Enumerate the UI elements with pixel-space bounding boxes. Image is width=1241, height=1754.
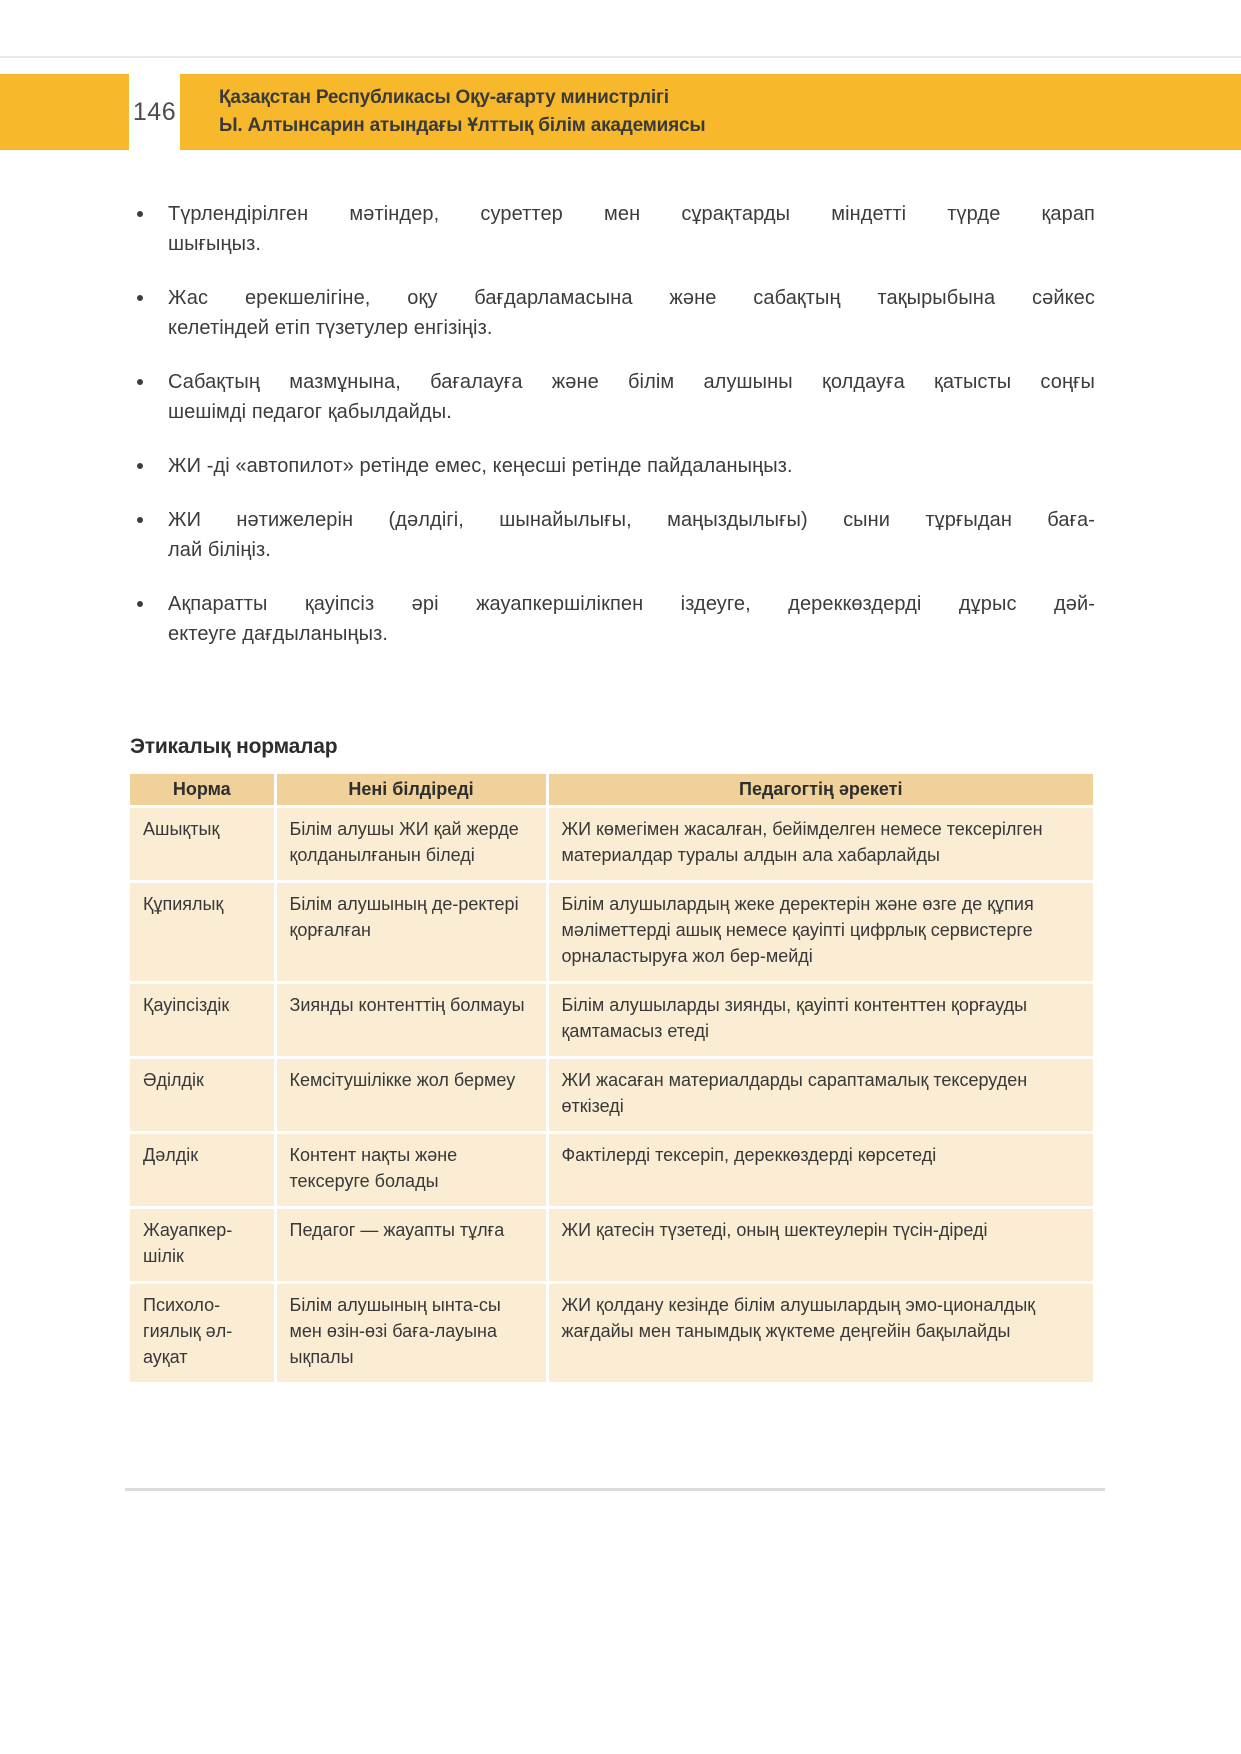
ethics-section: [130, 735, 1093, 1382]
table-row: [130, 882, 1093, 983]
bullet-icon: [137, 601, 143, 607]
bullet-text: [168, 199, 1095, 259]
bullet-line: Түрлендірілген мәтіндер, суреттер мен сұрақтарды міндетті түрде қарап: [168, 203, 1095, 225]
column-header-norm: Норма: [130, 774, 275, 807]
list-item: [133, 505, 1095, 565]
table-row: [130, 1058, 1093, 1133]
bullet-text: [168, 451, 1095, 481]
bullet-text: [168, 505, 1095, 565]
meaning-cell: Білім алушының ынта-сы мен өзін-өзі баға-лауына ықпалы: [275, 1283, 547, 1383]
action-cell: ЖИ жасаған материалдарды сараптамалық тексеруден өткізеді: [547, 1058, 1093, 1133]
section-title: Этикалық нормалар: [130, 735, 338, 758]
bullet-line: ЖИ нәтижелерін (дәлдігі, шынайылығы, маңыздылығы) сыни тұрғыдан баға-: [168, 509, 1095, 531]
bullet-line: Жас ерекшелігіне, оқу бағдарламасына және сабақтың тақырыбына сәйкес: [168, 287, 1095, 309]
column-header-meaning: Нені білдіреді: [275, 774, 547, 807]
bullet-text: [168, 367, 1095, 427]
bullet-line: шешімді педагог қабылдайды.: [168, 401, 452, 423]
bullet-icon: [137, 295, 143, 301]
list-item: [133, 367, 1095, 427]
table-row: [130, 983, 1093, 1058]
header-academy-line: Ы. Алтынсарин атындағы Ұлттық білім академиясы: [219, 115, 706, 136]
bullet-text: [168, 283, 1095, 343]
page-top-rule: [0, 56, 1241, 58]
bullet-icon: [137, 379, 143, 385]
bullet-icon: [137, 463, 143, 469]
action-cell: ЖИ қолдану кезінде білім алушылардың эмо-ционалдық жағдайы мен танымдық жүктеме деңгейін бақылайды: [547, 1283, 1093, 1383]
norm-cell: Құпиялық: [130, 882, 275, 983]
meaning-cell: Білім алушының де-ректері қорғалған: [275, 882, 547, 983]
table-header-row: [130, 774, 1093, 807]
norm-cell: Жауапкер-шілік: [130, 1208, 275, 1283]
header-band-left-block: [0, 74, 129, 150]
norm-cell: Әділдік: [130, 1058, 275, 1133]
list-item: [133, 451, 1095, 481]
bullet-line: Сабақтың мазмұнына, бағалауға және білім алушыны қолдауға қатысты соңғы: [168, 371, 1095, 393]
action-cell: ЖИ көмегімен жасалған, бейімделген немесе тексерілген материалдар туралы алдын ала хабарлайды: [547, 807, 1093, 882]
header-band-right-block: [180, 74, 1241, 150]
norm-cell: Дәлдік: [130, 1133, 275, 1208]
norm-cell: Психоло-гиялық әл-ауқат: [130, 1283, 275, 1383]
norm-cell: Ашықтық: [130, 807, 275, 882]
bullet-icon: [137, 517, 143, 523]
bullet-line: шығыңыз.: [168, 233, 262, 255]
action-cell: Білім алушыларды зиянды, қауіпті контенттен қорғауды қамтамасыз етеді: [547, 983, 1093, 1058]
meaning-cell: Зиянды контенттің болмауы: [275, 983, 547, 1058]
bottom-divider: [125, 1488, 1105, 1491]
action-cell: Фактілерді тексеріп, дереккөздерді көрсетеді: [547, 1133, 1093, 1208]
table-row: [130, 1283, 1093, 1383]
list-item: [133, 283, 1095, 343]
bullet-line: Ақпаратты қауіпсіз әрі жауапкершілікпен іздеуге, дереккөздерді дұрыс дәй-: [168, 593, 1095, 615]
bullet-line: ЖИ -ді «автопилот» ретінде емес, кеңесші ретінде пайдаланыңыз.: [168, 455, 793, 477]
action-cell: Білім алушылардың жеке деректерін және өзге де құпия мәліметтерді ашық немесе қауіпті цифрлық сервистерге орналастыруға жол бер-мейді: [547, 882, 1093, 983]
list-item: [133, 589, 1095, 649]
bullet-line: ектеуге дағдыланыңыз.: [168, 623, 389, 645]
table-row: [130, 1133, 1093, 1208]
bullet-line: келетіндей етіп түзетулер енгізіңіз.: [168, 317, 493, 339]
list-item: [133, 199, 1095, 259]
column-header-action: Педагогтің әрекеті: [547, 774, 1093, 807]
header-ministry-line: Қазақстан Республикасы Оқу-ағарту министрлігі: [219, 87, 669, 108]
action-cell: ЖИ қатесін түзетеді, оның шектеулерін түсін-діреді: [547, 1208, 1093, 1283]
ethics-table: [130, 774, 1093, 1382]
page-number: 146: [132, 97, 177, 126]
bullet-text: [168, 589, 1095, 649]
table-row: [130, 1208, 1093, 1283]
norm-cell: Қауіпсіздік: [130, 983, 275, 1058]
meaning-cell: Кемсітушілікке жол бермеу: [275, 1058, 547, 1133]
ethics-table-body: [130, 807, 1093, 1383]
meaning-cell: Білім алушы ЖИ қай жерде қолданылғанын біледі: [275, 807, 547, 882]
table-row: [130, 807, 1093, 882]
bullet-icon: [137, 211, 143, 217]
meaning-cell: Педагог — жауапты тұлға: [275, 1208, 547, 1283]
bullet-list: [133, 199, 1095, 673]
bullet-line: лай біліңіз.: [168, 539, 271, 561]
page-header-band: [0, 74, 1241, 150]
meaning-cell: Контент нақты және тексеруге болады: [275, 1133, 547, 1208]
